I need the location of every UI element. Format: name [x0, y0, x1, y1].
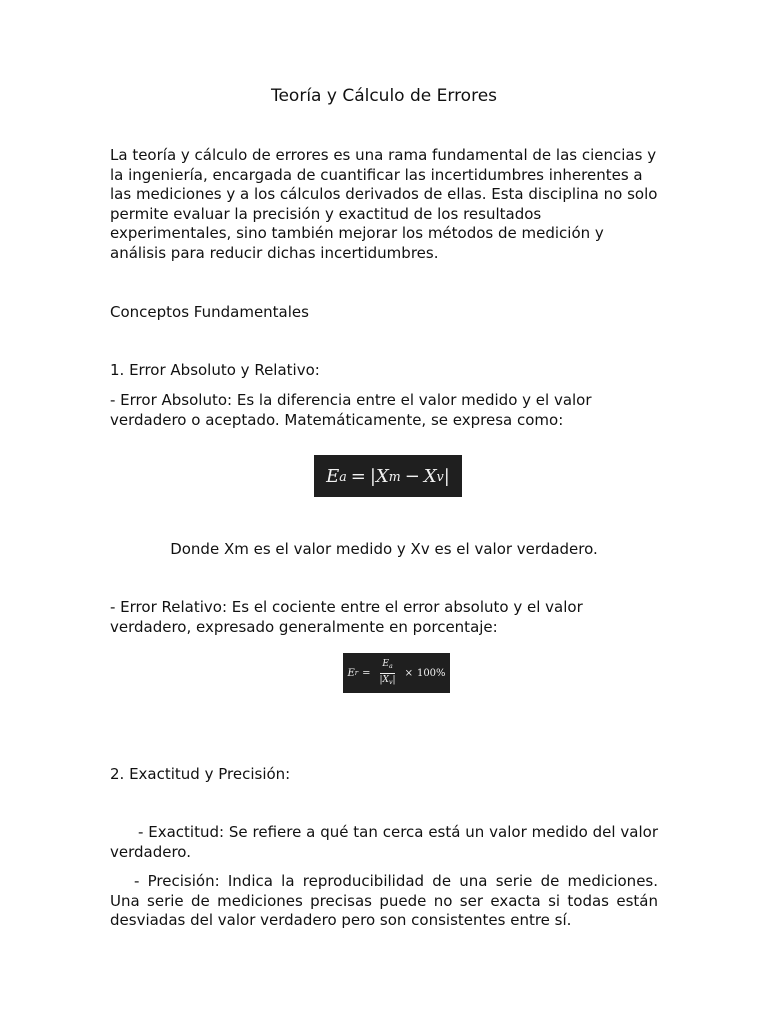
formula-error-absoluto	[314, 455, 462, 497]
formula1-bar-open: |	[369, 465, 376, 487]
formula2-num-sub: a	[388, 662, 393, 670]
donde-paragraph: Donde Xm es el valor medido y Xv es el valor verdadero.	[170, 540, 598, 558]
formula1-x1-sub: m	[388, 468, 401, 484]
formula2-times: ×	[404, 667, 413, 679]
formula2-eq: =	[362, 667, 371, 679]
error-relativo-paragraph: - Error Relativo: Es el cociente entre el error absoluto y el valor verdadero, expresado generalmente en porcentaje:	[110, 598, 583, 636]
section-heading: Conceptos Fundamentales	[110, 303, 309, 321]
formula2-lhs-sub: r	[354, 669, 359, 677]
formula1-bar-close: |	[443, 465, 450, 487]
exactitud-paragraph: - Exactitud: Se refiere a qué tan cerca está un valor medido del valor verdadero.	[110, 823, 658, 861]
item2-heading: 2. Exactitud y Precisión:	[110, 765, 291, 783]
formula2-den-sub: v	[388, 678, 393, 686]
formula2-den: |X	[379, 674, 389, 685]
formula1-minus: −	[404, 465, 420, 487]
intro-paragraph: La teoría y cálculo de errores es una rama fundamental de las ciencias y la ingeniería, encargada de cuantificar las incertidumbres inherentes a las mediciones y a los cálculos derivados de ellas. Esta disciplina no solo permite evaluar la precisión y exactitud de los resultados experimentales, sino también mejorar los métodos de medición y análisis para reducir dichas incertidumbres.	[110, 146, 658, 262]
formula1-x2-sub: v	[436, 468, 444, 484]
formula-error-relativo	[343, 653, 450, 693]
formula1-eq: =	[350, 465, 366, 487]
formula2-den-close: |	[392, 674, 396, 685]
precision-paragraph: - Precisión: Indica la reproducibilidad de una serie de mediciones. Una serie de mediciones precisas puede no ser exacta si todas están desviadas del valor verdadero pero son consistentes entre sí.	[110, 872, 658, 930]
formula2-num: E	[382, 658, 389, 669]
formula2-pct: 100%	[416, 667, 446, 679]
document-title: Teoría y Cálculo de Errores	[270, 86, 498, 106]
error-absoluto-paragraph: - Error Absoluto: Es la diferencia entre el valor medido y el valor verdadero o aceptado. Matemáticamente, se expresa como:	[110, 391, 592, 429]
formula1-lhs: E	[326, 465, 340, 487]
formula2-numerator	[380, 658, 394, 674]
formula1-x1: X	[375, 465, 389, 487]
formula1-lhs-sub: a	[339, 468, 347, 484]
formula2-fraction	[378, 658, 398, 689]
item1-heading: 1. Error Absoluto y Relativo:	[110, 361, 320, 379]
formula2-lhs: E	[347, 667, 355, 679]
formula1-x2: X	[423, 465, 437, 487]
formula2-denominator	[378, 674, 398, 689]
